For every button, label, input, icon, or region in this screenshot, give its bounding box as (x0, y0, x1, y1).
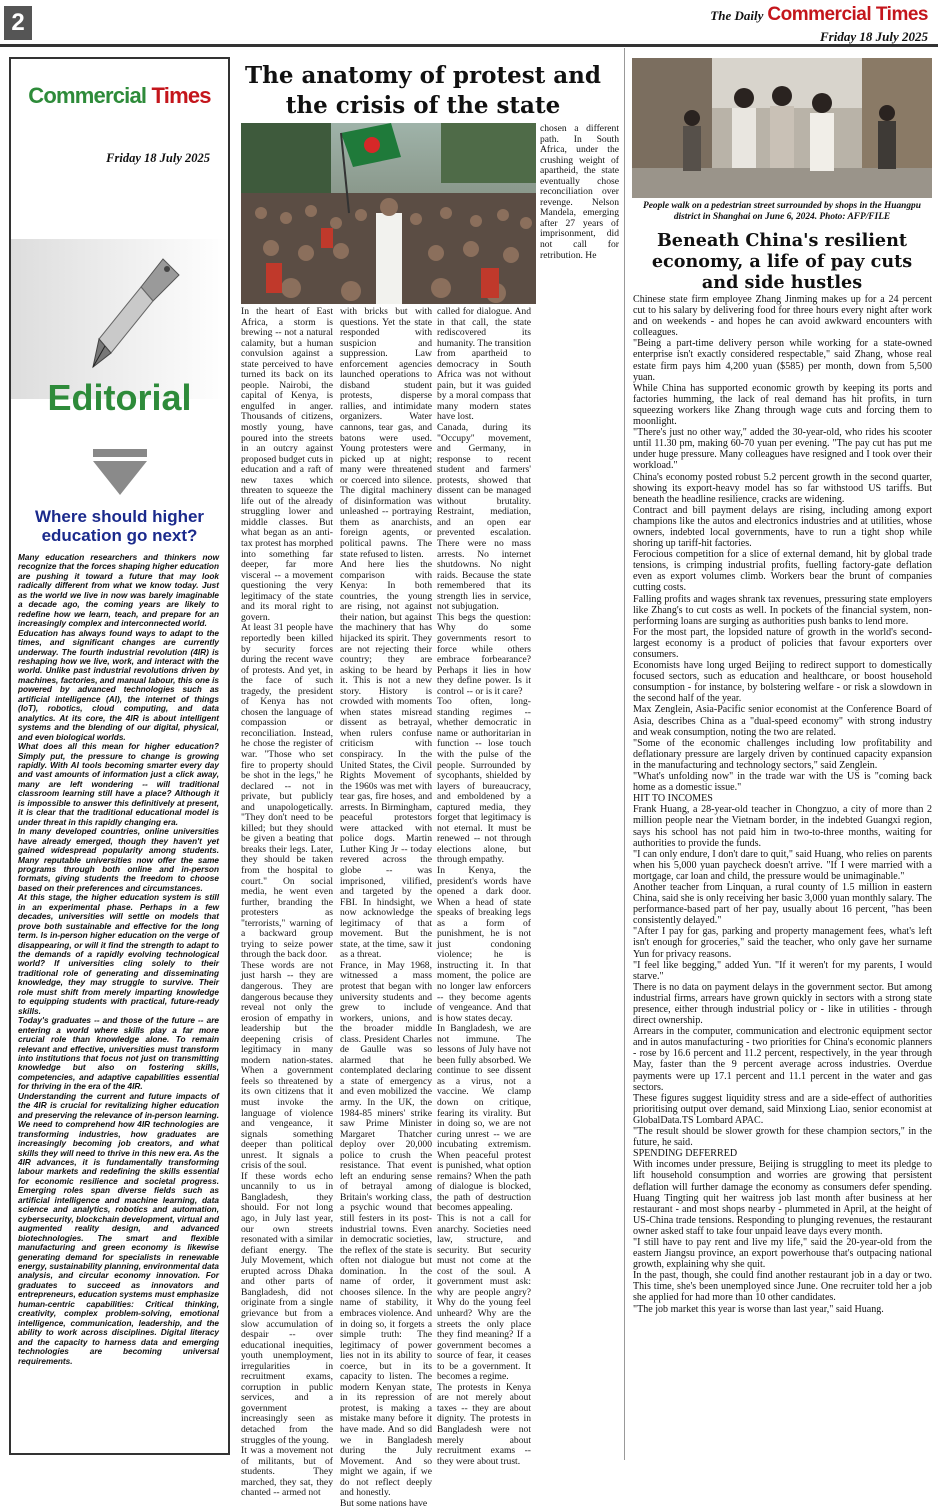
article-paragraph: In the heart of East Africa, a storm is brewing -- not a natural calamity, but a human convulsion against a state perceived to have turned its back on its people. Nairobi, the capital of Kenya, is engulfed in anger. Thousands of citizens, mostly young, have poured into the streets in an outcry against proposed budget cuts in education and a raft of new taxes which threaten to squeeze the life out of the already struggling lower and middle classes. But what began as an anti-tax protest has morphed into something far deeper, far more visceral -- a movement questioning the very legitimacy of the state and its moral right to govern. (241, 306, 333, 623)
article-paragraph: "I feel like begging," added Yun. "If it weren't for my parents, I would starve." (633, 959, 932, 982)
logo-part-commercial: Commercial (28, 83, 147, 108)
article-paragraph: Too often, long-standing regimes -- whether democratic in name or authoritarian in function -- lose touch with the pulse of the people. Surrounded by sycophants, shielded by layers of bureaucracy, and emboldened by a captured media, they forget that legitimacy is not eternal. It must be renewed -- not through elections alone, but through empathy. (437, 696, 531, 866)
masthead-daily: The Daily (710, 8, 764, 23)
article-paragraph: Frank Huang, a 28-year-old teacher in Chongzuo, a city of more than 2 million people near the Vietnam border, in the indebted Guangxi region, says his school has not paid him in two-to-three months, waiting for authorities to provide the funds. (633, 804, 932, 849)
article-paragraph: "Being a part-time delivery person while working for a state-owned enterprise isn't exactly considered respectable," said Zhang, whose real estate firm pays him 4,200 yuan ($585) per month, down from 5,500 yuan. (633, 338, 932, 383)
article-paragraph: Canada, during its "Occupy" movement, and Germany, in response to recent student and farmers' protests, showed that dissent can be managed without brutality. Restraint, mediation, and an open ear prevented escalation. There were no mass arrests. No internet shutdowns. No night raids. Because the state remembered that its strength lies in service, not subjugation. (437, 422, 531, 613)
article-paragraph: At least 31 people have reportedly been killed by security forces during the recent wave of protests. And yet, in the face of such tragedy, the president of Kenya has not chosen the language of compassion or reconciliation. Instead, he chose the register of war. "Those who set fire to property should be shot in the legs," he declared -- not in private, but publicly and unapologetically. "They don't need to be killed; but they should be given a beating that breaks their legs. Later, they should be taken from the hospital to court." On social media, he went even further, branding the protesters as "terrorists," warning of a backward group trying to seize power through the back door. (241, 622, 333, 961)
article-paragraph: "Some of the economic challenges including low profitability and deflationary pressure are largely driven by continued capacity expansion in the manufacturing and technology sectors," said Zenglein. (633, 737, 932, 771)
article-paragraph: "After I pay for gas, parking and property management fees, what's left isn't enough for groceries," said the teacher, who only gave her surname Yun for privacy reasons. (633, 926, 932, 960)
article-paragraph: China's economy posted robust 5.2 percent growth in the second quarter, showing its export-heavy model has so far withstood US tariffs. But beneath the headline resilience, cracks are widening. (633, 471, 932, 505)
column-divider (624, 48, 625, 1460)
article-paragraph: And here lies the comparison with Kenya: In both countries, the young are rising, not against their nation, but against the machinery that has hijacked its spirit. They are not rejecting their country; they are asking to be heard by it. This is not a new story. History is crowded with moments when states misread dissent as betrayal, when rulers confuse criticism with conspiracy. In the United States, the Civil Rights Movement of the 1960s was met with tear gas, fire hoses, and arrests. In Birmingham, peaceful protestors were attacked with police dogs. Martin Luther King Jr -- today revered across the globe -- was imprisoned, vilified, and targeted by the FBI. In hindsight, we now acknowledge the legitimacy of that movement. But the state, at the time, saw it as a threat. (340, 559, 432, 961)
article-paragraph: Economists have long urged Beijing to redirect support to domestically focused sectors, such as education and healthcare, or boost household consumption - for instance, by bolstering welfare - or risk a slowdown in the second half of the year. (633, 660, 932, 705)
article-paragraph: The protests in Kenya are not merely about taxes -- they are about dignity. The protests in Bangladesh were not merely about recruitment exams -- they were about trust. (437, 1381, 531, 1467)
article-paragraph: Arrears in the computer, communication and electronic equipment sector and in autos manufacturing - two priorities for China's economic planners - rose by 16.6 percent and 11.2 percent, respectively, in the year through May, faster than the 9 percent average across industries. Overdue payments were up 17.1 percent and 11.1 percent in the water and gas sectors. (633, 1026, 932, 1093)
article-subhead: HIT TO INCOMES (633, 793, 713, 805)
editorial-box (9, 57, 230, 1455)
article-paragraph: This begs the question: Why do some governments resort to force while others embrace forbearance? Perhaps it lies in how they define power. Is it control -- or is it care? (437, 611, 531, 697)
masthead-date: Friday 18 July 2025 (820, 29, 928, 44)
article-paragraph: "There's just no other way," added the 30-year-old, who rides his scooter until 11.30 pm, making 60-70 yuan per evening. "The pay cut has put me under huge pressure. Many colleagues have resigned and I took over their workload." (633, 427, 932, 472)
article-paragraph: If these words echo uncannily to us in Bangladesh, they should. For not long ago, in July last year, our own streets resonated with a similar defiant energy. The July Movement, which erupted across Dhaka and other parts of Bangladesh, did not originate from a single grievance but from a slow accumulation of despair -- over educational inequities, youth unemployment, irregularities in recruitment exams, corruption in public services, and a government increasingly seen as detached from the struggles of the young. (241, 1170, 333, 1446)
protest-crowd-photo (241, 123, 536, 304)
page-number: 2 (4, 6, 32, 40)
article-subhead: SPENDING DEFERRED (633, 1148, 738, 1160)
article-paragraph: While China has supported economic growth by keeping its ports and factories humming, the lack of real demand has hit profits, in turn squeezing workers like Zhang through wage cuts and forcing them to moonlight. (633, 382, 932, 428)
article-paragraph: In Bangladesh, we are not immune. The lessons of July have not been fully absorbed. We continue to see dissent as a virus, not a vaccine. We clamp down on critique, fearing its virality. But in doing so, we are not curing unrest -- we are incubating extremism. When peaceful protest is punished, what option remains? When the path of dialogue is blocked, the path of destruction becomes appealing. (437, 1023, 531, 1214)
photo-caption: People walk on a pedestrian street surrounded by shops in the Huangpu district in Shanghai on June 6, 2024. Photo: AFP/FILE (643, 201, 921, 222)
article-paragraph: Max Zenglein, Asia-Pacific senior economist at the Conference Board of Asia, describes China as a "dual-speed economy" with strong industry and weak consumption, noting the two are related. (633, 704, 932, 738)
editorial-paragraph: In many developed countries, online universities have already emerged, though they haven't yet gained widespread popularity among students. Many reputable universities now offer the same programs through both online and in-person formats, giving students the freedom to choose based on their preferences and circumstances. (18, 827, 219, 893)
article-paragraph: "The job market this year is worse than last year," said Huang. (633, 1303, 884, 1315)
editorial-section-title: Editorial (47, 377, 192, 418)
article-paragraph: For the most part, the lopsided nature of growth in the world's second-largest economy is a product of policies that favour exporters over consumers. (633, 626, 932, 660)
article-paragraph: Falling profits and wages shrank tax revenues, pressuring state employers like Zhang's to cut costs as well. In pockets of the financial system, non-performing loans are surging as authorities push banks to lend more. (633, 593, 932, 627)
article-paragraph: With incomes under pressure, Beijing is struggling to meet its pledge to lift household consumption and worries are growing that persistent deflation will further damage the economy as consumers defer spending. Huang Tingting quit her waitress job last month after business at her restaurant - and most shops nearby - plummeted in April, at the height of US-China trade tensions. Responding to plunging revenues, the restaurant owner asked staff to take four unpaid leave days every month. (633, 1159, 932, 1237)
masthead (710, 4, 928, 45)
article-paragraph: There is no data on payment delays in the government sector. But among industrial firms, arrears have grown quickly in sectors with a strong state presence, either through industrial policy or - like in utilities - through direct ownership. (633, 981, 932, 1027)
article-paragraph: Chinese state firm employee Zhang Jinming makes up for a 24 percent cut to his salary by delivering food for three hours every night after work and on weekends - and hopes he can avoid awkward encounters with colleagues. (633, 294, 932, 339)
article-paragraph: France, in May 1968, witnessed a mass protest that began with university students and grew to include workers, unions, and the broader middle class. President Charles de Gaulle was so alarmed that he contemplated declaring a state of emergency and even mobilized the army. In the UK, the 1984-85 miners' strike saw Prime Minister Margaret Thatcher deploy over 20,000 police to crush the resistance. That event left an enduring sense of betrayal among Britain's working class, a psychic wound that still festers in its post-industrial towns. Even in democratic societies, the reflex of the state is often not dialogue but domination. In the name of order, it chooses silence. In the name of stability, it embraces violence. And in doing so, it forgets a simple truth: The legitimacy of power lies not in its ability to coerce, but in its capacity to listen. The modern Kenyan state, in its repression of protest, is making a mistake many before it have made. And so did we in Bangladesh during the July Movement. And so might we again, if we do not reflect deeply and honestly. (340, 959, 432, 1499)
article-paragraph: "I can only endure, I don't dare to quit," said Huang, who relies on parents when his 5,000 yuan paycheck doesn't arrive. "If I were married with a mortgage, car loan and child, the pressure would be unimaginable." (633, 848, 932, 882)
side-article-headline: Beneath China's resilient economy, a life of pay cuts and side hustles (651, 230, 913, 293)
main-article-column-1 (241, 307, 333, 1499)
editorial-paragraph: At this stage, the higher education system is still in an experimental phase. Perhaps in a few decades, universities will settle on models that prove both sustainable and effective for the long term. Is in-person higher education on the verge of disappearing, or will it find the strength to adapt to the demands of a rapidly evolving technological world? If universities cling solely to their traditional role of generating and disseminating knowledge, they may struggle to survive. Their role must shift from merely imparting knowledge to equipping students with practical, future-ready skills. (18, 893, 219, 1016)
logo-part-times: Times (151, 83, 211, 108)
article-paragraph: "What's unfolding now" in the trade war with the US is "coming back home as a domestic issue." (633, 771, 932, 794)
editorial-paragraph: Many education researchers and thinkers now recognize that the forces shaping higher education are pushing it toward a future that may look radically different from what we know today. Just as the world we live in now was barely imaginable a decade ago, the coming years are likely to redefine how we learn, teach, and prepare for an increasingly complex and interconnected world. (18, 553, 219, 629)
down-arrow-icon (93, 449, 147, 497)
editorial-paragraph: Understanding the current and future impacts of the 4IR is crucial for revitalizing higher education and preserving the relevance of in-person learning. We need to comprehend how 4IR technologies are transforming industries, how graduates are increasingly becoming job creators, and what skills they will need to thrive in this new era. As the 4IR advances, it is fundamentally transforming labour markets and redefining the skills essential for economic resilience and societal progress. Emerging roles span diverse fields such as artificial intelligence and machine learning, data science and analytics, robotics and automation, cybersecurity, blockchain development, virtual and augmented reality design, and advanced biotechnologies. The smart and flexible manufacturing and green economy is likewise generating demand for specialists in renewable energy, sustainability planning, environmental data analysis, and circular economy innovation. For graduates to succeed as innovators and entrepreneurs, education systems must emphasize human-centric capabilities: Critical thinking, creativity, complex problem-solving, emotional intelligence, communication, leadership, and the ability to work across disciplines. Digital literacy and the capacity to harness data and emerging technologies are becoming universal requirements. (18, 1091, 219, 1366)
main-article-headline: The anatomy of protest and the crisis of the state (244, 62, 601, 119)
editorial-paragraph: Education has always found ways to adapt to the times, and significant changes are currently underway. The fourth industrial revolution (4IR) is reshaping how we live, work, and interact with the world. Unlike past industrial revolutions driven by machines, factories, and manual labour, this one is powered by advanced technologies such as artificial intelligence (AI), the internet of things (IoT), robotics, cloud computing, and data analytics. At its core, the 4IR is about intelligent systems and the blending of our digital, physical, and even biological worlds. (18, 628, 219, 742)
editorial-body (18, 553, 219, 1366)
editorial-paragraph: What does all this mean for higher education? Simply put, the pressure to change is growing rapidly. With AI tools becoming smarter every day and vast amounts of information just a click away, many are left wondering -- will traditional classroom learning still have a place? Although it is impossible to answer this definitively at present, it is clear that the traditional educational model is under threat in this rapidly changing era. (18, 742, 219, 827)
article-paragraph: But some nations have (340, 1497, 428, 1509)
article-paragraph: "I still have to pay rent and live my life," said the 20-year-old from the eastern Jiangsu province, an export powerhouse that's outpacing national growth, explaining why she quit. (633, 1236, 932, 1271)
masthead-name: Commercial Times (767, 4, 928, 25)
editorial-date: Friday 18 July 2025 (106, 151, 210, 165)
side-article-body (633, 294, 932, 1315)
article-paragraph: In the past, though, she could find another restaurant job in a day or two. This time, she's been unemployed since June. One recruiter told her a job she applied for had more than 10 other candidates. (633, 1270, 932, 1304)
article-paragraph: This is not a call for anarchy. Societies need law, structure, and security. But security must not come at the cost of the soul. A government must ask: why are people angry? Why do the young feel unheard? Why are the streets the only place they find meaning? If a government becomes a source of fear, it ceases to be a government. It becomes a regime. (437, 1213, 531, 1383)
top-rule (0, 44, 938, 47)
main-article-column-3 (437, 307, 531, 1467)
article-paragraph: Contract and bill payment delays are rising, including among export champions like the autos and electronics industries and at utilities, whose owners, indebted local governments, have to run a tight shop while shoring up tariff-hit factories. (633, 504, 932, 550)
article-paragraph: These words are not just harsh -- they are dangerous. They are dangerous because they reveal not only the erosion of empathy in leadership but the deepening crisis of legitimacy in many modern nation-states. When a government feels so threatened by its own citizens that it must invoke the language of violence and vengeance, it signals something deeper than political unrest. It signals a crisis of the soul. (241, 959, 333, 1172)
article-paragraph: chosen a different path. In South Africa, under the crushing weight of apartheid, the state eventually chose reconciliation over revenge. Nelson Mandela, emerging after 27 years of imprisonment, did not call for retribution. He (540, 123, 619, 261)
editorial-paragraph: Today's graduates -- and those of the future -- are entering a world where skills play a far more crucial role than knowledge alone. To remain relevant and effective, universities must transform into institutions that focus not just on transmitting knowledge but also on fostering skills, competencies, and adaptive capabilities essential for thriving in the era of the 4IR. (18, 1016, 219, 1092)
article-paragraph: called for dialogue. And in that call, the state rediscovered its humanity. The transition from apartheid to democracy in South Africa was not without pain, but it was guided by a moral compass that many modern states have lost. (437, 306, 531, 423)
editorial-logo (11, 83, 228, 109)
article-paragraph: It was a movement not of militants, but of students. They marched, they sat, they chanted -- armed not (241, 1445, 333, 1499)
fountain-pen-icon (11, 239, 228, 399)
article-paragraph: Another teacher from Linquan, a rural county of 1.5 million in eastern China, said she is only receiving her basic 3,000 yuan monthly salary. The performance-based part of her pay, usually about 16 percent, "has been consistently delayed." (633, 881, 932, 927)
shanghai-street-photo (632, 58, 932, 198)
article-paragraph: These figures suggest liquidity stress and are a side-effect of authorities prioritising output over demand, said Minxiong Liao, senior economist at GlobalData.TS Lombard APAC. (633, 1092, 932, 1126)
article-paragraph: Ferocious competition for a slice of external demand, hit by global trade tensions, is crimping industrial profits, fuelling factory-gate deflation even as export volumes climb. Workers bear the brunt of companies cutting costs. (633, 549, 932, 594)
main-article-column-2 (340, 307, 432, 1509)
article-paragraph: with bricks but with questions. Yet the state responded with suspicion and suppression. Law enforcement agencies launched operations to disband student protests, disperse rallies, and intimidate organizers. Water cannons, tear gas, and batons were used. Young protesters were picked up at night; many were threatened or coerced into silence. The digital machinery of disinformation was unleashed -- portraying them as anarchists, foreign agents, or political pawns. The state refused to listen. (340, 306, 432, 560)
main-article-column-4 (540, 124, 619, 261)
article-paragraph: "The result should be slower growth for these champion sectors," in the future, he said. (633, 1126, 932, 1149)
article-paragraph: In Kenya, the president's words have opened a dark door. When a head of state speaks of breaking legs as a form of punishment, he is not just condoning violence; he is instructing it. In that moment, the police are no longer law enforcers -- they become agents of vengeance. And that is how states decay. (437, 864, 531, 1024)
editorial-headline: Where should higher education go next? (34, 507, 205, 546)
